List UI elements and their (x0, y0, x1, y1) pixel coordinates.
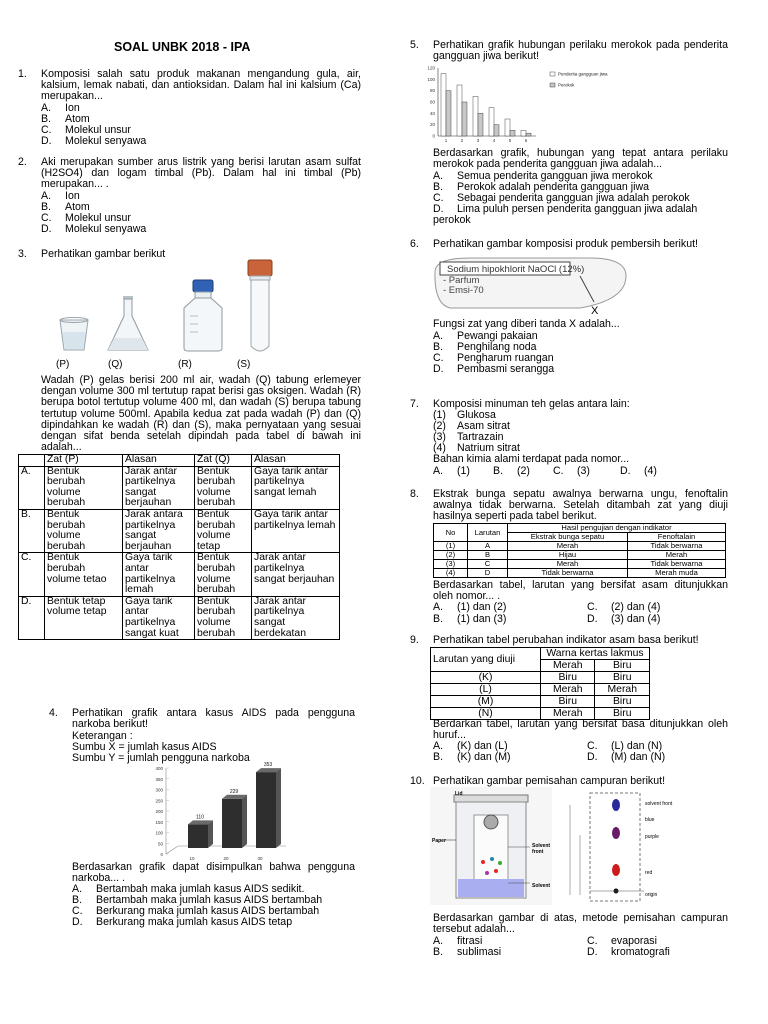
option-b[interactable]: B. Bertambah maka jumlah kasus AIDS bertambah (72, 894, 323, 906)
question-text: Aki merupakan sumber arus listrik yang berisi larutan asam sulfat (H2SO4) dan logam timbal (Pb). Dalam hal ini timbal (Pb) merupakan... . (41, 156, 361, 191)
question-number: 3. (18, 248, 27, 260)
option-d[interactable]: D. Molekul senyawa (41, 223, 147, 235)
bar (446, 91, 451, 136)
y-tick-label: 300 (155, 787, 163, 793)
option-a[interactable]: A. fitrasi (433, 935, 483, 947)
bar-side (208, 820, 213, 848)
legend-label: Penderita gangguan jiwa (558, 71, 608, 77)
table-row: (K) Biru Biru (431, 672, 650, 684)
option-a[interactable]: A. Semua penderita gangguan jiwa merokok (433, 170, 653, 182)
question-after: Fungsi zat yang diberi tanda X adalah... (433, 318, 620, 330)
list-item: (4) Natrium sitrat (433, 442, 520, 454)
question-number: 8. (410, 488, 419, 500)
x-tick-label: 20 (223, 856, 229, 861)
table-row[interactable]: C. Bentuk berubah volume tetao Gaya tarik antar partikelnya lemah Bentuk berubah volume berubah Jarak antar partikelnya sangat berjauhan (19, 553, 340, 596)
fig-label-solvent-front: Solvent front (532, 843, 551, 855)
bar (489, 108, 494, 136)
bar-side (242, 795, 247, 848)
table-row: (3) C Merah Tidak berwarna (434, 560, 726, 569)
legend-y: Sumbu Y = jumlah pengguna narkoba (72, 752, 250, 764)
bar (457, 85, 462, 136)
x-tick-label: 1 (444, 138, 448, 143)
label-q: (Q) (108, 359, 123, 370)
y-tick-label: 20 (429, 122, 435, 128)
y-tick-label: 60 (429, 99, 435, 105)
option-b[interactable]: B. Atom (41, 113, 90, 125)
option-b[interactable]: B. (2) (493, 465, 530, 477)
list-item: (1) Glukosa (433, 409, 496, 421)
header-zat-q: Zat (Q) (195, 455, 252, 467)
legend-swatch (550, 72, 555, 76)
option-a[interactable]: A. (K) dan (L) (433, 740, 508, 752)
question-after: Berdarkan tabel, larutan yang bersifat basa ditunjukkan oleh huruf... (433, 718, 728, 742)
product-ingredient-3: - Emsi-70 (443, 285, 484, 296)
question-number: 2. (18, 156, 27, 168)
chromatography-figure (430, 787, 720, 905)
x-tick-label: 2 (460, 138, 464, 143)
question-text: Perhatikan gambar komposisi produk pembersih berikut! (433, 238, 698, 250)
table-row: (2) B Hijau Merah (434, 551, 726, 560)
bar (494, 125, 499, 136)
table-row: (N) Merah Biru (431, 708, 650, 720)
question-text: Perhatikan tabel perubahan indikator asam basa berikut! (433, 634, 699, 646)
option-c[interactable]: C. Pengharum ruangan (433, 352, 554, 364)
option-d[interactable]: D. kromatografi (587, 946, 670, 958)
option-d[interactable]: D. Molekul senyawa (41, 135, 147, 147)
x-tick-label: 30 (257, 856, 263, 861)
y-tick-label: 200 (155, 809, 163, 814)
table-row: (1) A Merah Tidak berwarna (434, 542, 726, 551)
legend-x: Sumbu X = jumlah kasus AIDS (72, 741, 217, 753)
option-c[interactable]: C. Sebagai penderita gangguan jiwa adalah perokok (433, 192, 690, 204)
option-b[interactable]: B. Perokok adalah penderita gangguan jiwa (433, 181, 650, 193)
option-c[interactable]: C. (3) (553, 465, 590, 477)
y-tick-label: 100 (155, 830, 163, 836)
x-tick-label: 10 (189, 856, 195, 861)
y-tick-label: 40 (429, 110, 435, 116)
question-number: 6. (410, 238, 419, 250)
header-zat-p: Zat (P) (45, 455, 123, 467)
question-description: Wadah (P) gelas berisi 200 ml air, wadah (Q) tabung erlemeyer dengan volume 300 ml tertutup rapat berisi gas oksigen. Wadah (R) berupa botol tertutup volume 400 ml, dan wadah (S) berupa tabung tertutup volume 500ml. Apabila kedua zat pada wadah (P) dan (Q) dipindahkan ke wadah (R) dan (S), maka pernyataan yang sesuai dengan sifat benda setelah dipindah pada tabel di bawah ini adalah... (41, 374, 361, 454)
legend-title: Keterangan : (72, 730, 133, 742)
fig-label-purple: purple (645, 834, 659, 840)
question-text: Perhatikan gambar pemisahan campuran berikut! (433, 775, 666, 787)
option-c[interactable]: C. Molekul unsur (41, 124, 131, 136)
question-after: Berdasarkan grafik dapat disimpulkan bahwa pengguna narkoba... . (72, 861, 355, 885)
question-text: Komposisi minuman teh gelas antara lain: (433, 398, 630, 410)
option-d[interactable]: D. Berkurang maka jumlah kasus AIDS tetap (72, 916, 293, 928)
table-row[interactable]: B. Bentuk berubah volume berubah Jarak antara partikelnya sangat berjauhan Bentuk berubah volume tetap Gaya tarik antar partikelnya lemah (19, 509, 340, 552)
x-tick-label: 4 (492, 138, 496, 143)
bar (526, 133, 531, 136)
fig-label-red: red (645, 870, 653, 876)
option-c[interactable]: C. Berkurang maka jumlah kasus AIDS bertambah (72, 905, 320, 917)
fig-label-paper: Paper (432, 838, 446, 844)
product-ingredient-2: - Parfum (443, 275, 480, 286)
option-c[interactable]: C. evaporasi (587, 935, 657, 947)
question-text: Perhatikan grafik antara kasus AIDS pada pengguna narkoba berikut! (72, 707, 355, 731)
label-s: (S) (237, 359, 251, 370)
question-text: Ekstrak bunga sepatu awalnya berwarna ungu, fenoftalin awalnya tidak berwarna. Setelah ditambah zat yang diuji hasilnya seperti pada tabel berikut. (433, 488, 728, 523)
option-b[interactable]: B. (K) dan (M) (433, 751, 511, 763)
header-alasan-2: Alasan (252, 455, 340, 467)
aids-chart (146, 762, 296, 862)
table-row: (L) Merah Merah (431, 684, 650, 696)
bar (222, 799, 242, 848)
y-tick-label: 50 (157, 841, 163, 847)
data-label: 229 (229, 788, 239, 795)
fig-label-origin: origin (645, 892, 658, 898)
question-after: Berdasarkan gambar di atas, metode pemisahan campuran tersebut adalah... (433, 912, 728, 936)
option-c[interactable]: C. (2) dan (4) (587, 601, 661, 613)
y-tick-label: 120 (427, 65, 435, 71)
option-a[interactable]: A. Bertambah maka jumlah kasus AIDS sedikit. (72, 883, 305, 895)
y-tick-label: 0 (432, 133, 435, 139)
option-b[interactable]: B. Atom (41, 201, 90, 213)
question-number: 1. (18, 68, 27, 80)
y-tick-label: 80 (429, 88, 435, 94)
y-tick-label: 150 (155, 819, 163, 825)
answer-table (18, 454, 340, 640)
bar (478, 113, 483, 136)
data-label: 110 (196, 814, 204, 821)
table-row[interactable]: A. Bentuk berubah volume berubah Jarak antar partikelnya sangat berjauhan Bentuk berubah volume berubah Gaya tarik antar partikelnya sangat lemah (19, 466, 340, 509)
x-tick-label: 6 (524, 138, 528, 143)
legend-swatch (550, 83, 555, 87)
label-r: (R) (178, 359, 192, 370)
bar (473, 96, 478, 136)
option-d[interactable]: D. (3) dan (4) (587, 613, 661, 625)
bar (462, 102, 467, 136)
product-ingredient-1: Sodium hipokhlorit NaOCl (12%) (447, 264, 585, 275)
question-text: Perhatikan gambar berikut (41, 248, 166, 260)
header-alasan-1: Alasan (123, 455, 195, 467)
legend-label: Perokok (558, 82, 575, 88)
bar (505, 119, 510, 136)
litmus-table: Larutan yang diuji Warna kertas lakmus Merah Biru (K) Biru Biru (L) Merah Merah (M) Biru Biru (N) Merah Biru (430, 647, 650, 720)
y-tick-label: 400 (155, 766, 163, 771)
question-text: Komposisi salah satu produk makanan mengandung gula, air, kalsium, lemak nabati, dan antioksidan. Dalam hal ini kalsium (Ca) merupakan... (41, 68, 361, 103)
option-c[interactable]: C. (L) dan (N) (587, 740, 663, 752)
page-title: SOAL UNBK 2018 - IPA (114, 40, 251, 54)
list-item: (2) Asam sitrat (433, 420, 510, 432)
tube-s-icon (248, 260, 272, 351)
fig-label-solvent-front-r: solvent front (645, 801, 673, 807)
y-tick-label: 0 (160, 852, 163, 857)
option-b[interactable]: B. sublimasi (433, 946, 502, 958)
question-number: 10. (410, 775, 425, 787)
bar-side (276, 768, 281, 848)
option-a[interactable]: A. Ion (41, 102, 80, 114)
fig-label-lid: Lid (455, 791, 463, 797)
bar (188, 824, 208, 848)
question-after: Berdasarkan grafik, hubungan yang tepat antara perilaku merokok pada penderita gangguan jiwa adalah... (433, 147, 728, 171)
flask-q-icon (108, 296, 148, 350)
bar (441, 74, 446, 136)
containers-figure (38, 258, 298, 358)
question-number: 4. (49, 707, 58, 719)
table-row[interactable]: D. Bentuk tetap volume tetap Gaya tarik antar partikelnya sangat kuat Bentuk berubah volume berubah Jarak antar partikelnya sangat berdekatan (19, 596, 340, 639)
question-number: 9. (410, 634, 419, 646)
bar (521, 130, 526, 136)
option-a[interactable]: A. (1) dan (2) (433, 601, 507, 613)
fig-label-solvent: Solvent (532, 883, 551, 889)
x-tick-label: 3 (476, 138, 480, 143)
option-a[interactable]: A. Pewangi pakaian (433, 330, 538, 342)
glass-p-icon (60, 318, 88, 351)
option-b[interactable]: B. (1) dan (3) (433, 613, 507, 625)
option-d[interactable]: D. (4) (620, 465, 657, 477)
question-number: 5. (410, 39, 419, 51)
question-after: Bahan kimia alami terdapat pada nomor... (433, 453, 630, 465)
question-after: Berdasarkan tabel, larutan yang bersifat asam ditunjukkan oleh nomor... . (433, 579, 728, 603)
option-d[interactable]: D. Lima puluh persen penderita gangguan jiwa adalah perokok (433, 203, 698, 227)
label-p: (P) (56, 359, 70, 370)
list-item: (3) Tartrazain (433, 431, 504, 443)
y-tick-label: 100 (427, 76, 435, 82)
y-tick-label: 250 (155, 798, 163, 804)
data-label: 353 (263, 762, 273, 769)
bar (510, 130, 515, 136)
option-b[interactable]: B. Penghilang noda (433, 341, 537, 353)
table-row: (4) D Tidak berwarna Merah muda (434, 569, 726, 578)
bottle-r-icon (184, 280, 222, 351)
bar (256, 772, 276, 848)
x-tick-label: 5 (508, 138, 512, 143)
option-d[interactable]: D. Pembasmi serangga (433, 363, 555, 375)
x-mark: X (591, 305, 599, 317)
smoking-chart (422, 63, 642, 145)
option-c[interactable]: C. Molekul unsur (41, 212, 131, 224)
fig-label-blue: blue (645, 817, 655, 823)
question-number: 7. (410, 398, 419, 410)
question-text: Perhatikan grafik hubungan perilaku merokok pada penderita gangguan jiwa berikut! (433, 39, 728, 63)
y-tick-label: 350 (155, 776, 163, 782)
option-a[interactable]: A. Ion (41, 190, 80, 202)
option-d[interactable]: D. (M) dan (N) (587, 751, 666, 763)
table-row: (M) Biru Biru (431, 696, 650, 708)
option-a[interactable]: A. (1) (433, 465, 470, 477)
indicator-table: No Larutan Hasil pengujian dengan indikator Ekstrak bunga sepatu Fenoftalain (1) A Merah Tidak berwarna (2) B Hijau Merah (3) C Merah Tidak berwarna (4) D Tidak berwarna Merah muda (433, 523, 726, 578)
